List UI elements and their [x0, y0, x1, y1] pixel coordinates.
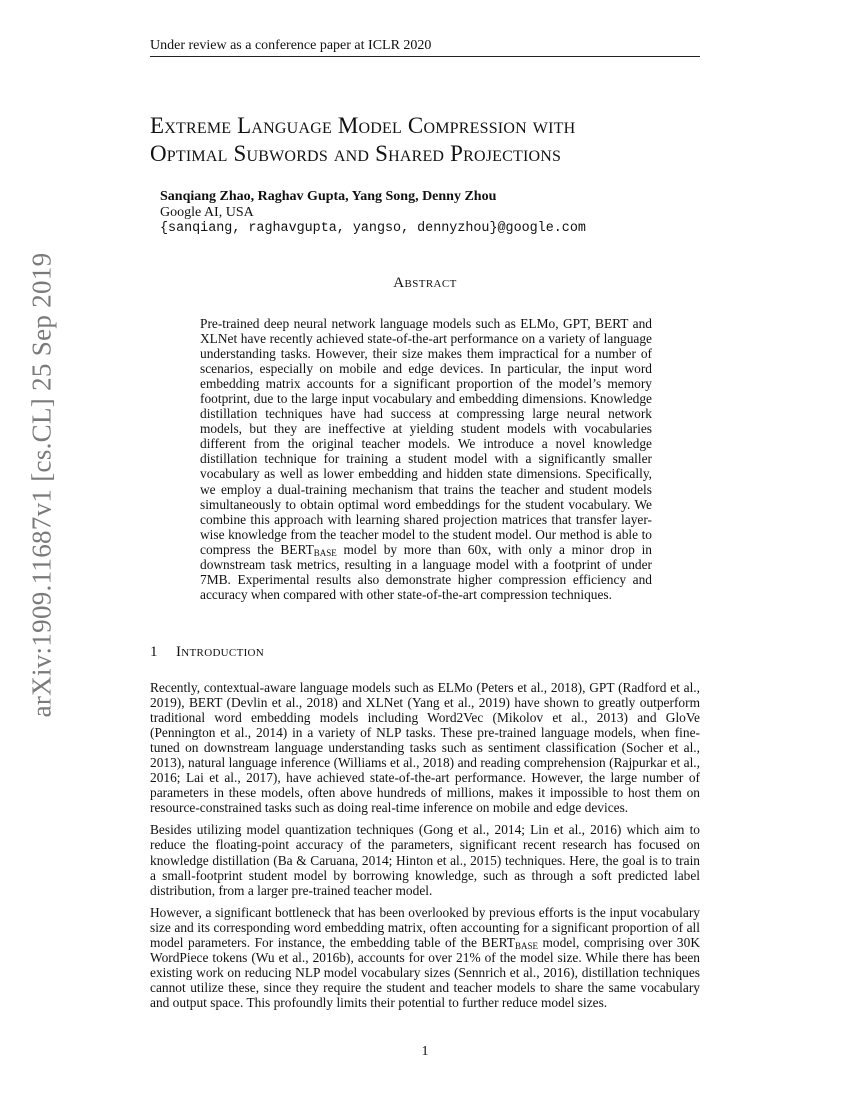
intro-paragraph-2: Besides utilizing model quantization techniques (Gong et al., 2014; Lin et al., 2016) which aim to reduce the floating-point accuracy of the parameters, significant recent research has focused on knowledge distillation (Ba & Caruana, 2014; Hinton et al., 2015) techniques. Here, the goal is to train a small-footprint student model by borrowing knowledge, such as through a soft predicted label distribution, from a larger pre-trained teacher model. — [150, 822, 700, 898]
author-affiliation: Google AI, USA — [160, 205, 254, 220]
section-heading-introduction — [150, 644, 700, 661]
abstract-heading: Abstract — [393, 275, 457, 291]
section-title: Introduction — [176, 644, 265, 660]
intro-subscript: BASE — [514, 940, 538, 951]
intro-paragraph-3 — [150, 905, 700, 1010]
abstract-text-part2: model by more than 60x, with only a minor drop in downstream task metrics, resulting in a language model with a footprint of under 7MB. Experimental results also demonstrate higher compression efficiency and accuracy when compared with other state-of-the-art compression techniques. — [200, 541, 652, 602]
title-line-1: Extreme Language Model Compression with — [150, 113, 576, 138]
abstract-text — [200, 316, 652, 602]
section-number: 1 — [150, 644, 158, 660]
intro-paragraph-3-part1: However, a significant bottleneck that has been overlooked by previous efforts is the input vocabulary size and its corresponding word embedding matrix, often accounting for a significant proportion of all model parameters. For instance, the embedding table of the BERT — [150, 904, 700, 950]
header-rule — [150, 56, 700, 57]
intro-paragraph-1: Recently, contextual-aware language models such as ELMo (Peters et al., 2018), GPT (Radford et al., 2019), BERT (Devlin et al., 2018) and XLNet (Yang et al., 2019) have shown to greatly outperform traditional word embedding models including Word2Vec (Mikolov et al., 2013) and GloVe (Pennington et al., 2014) in a variety of NLP tasks. These pre-trained language models, when fine-tuned on downstream language understanding tasks such as sentiment classification (Socher et al., 2013), natural language inference (Williams et al., 2018) and reading comprehension (Rajpurkar et al., 2016; Lai et al., 2017), have achieved state-of-the-art performance. However, the large number of parameters in these models, often above hundreds of millions, makes it impossible to host them on resource-constrained tasks such as doing real-time inference on mobile and edge devices. — [150, 680, 700, 816]
abstract-subscript: BASE — [313, 547, 337, 558]
author-email: {sanqiang, raghavgupta, yangso, dennyzhou}@google.com — [160, 221, 586, 236]
author-block — [160, 189, 700, 237]
running-header: Under review as a conference paper at ICLR 2020 — [150, 38, 432, 53]
page-number: 1 — [421, 1044, 429, 1059]
intro-paragraph-3-part2: model, comprising over 30K WordPiece tokens (Wu et al., 2016b), accounts for over 21% of the model size. While there has been existing work on reducing NLP model vocabulary sizes (Sennrich et al., 2016), distillation techniques cannot utilize these, since they require the student and teacher models to share the same vocabulary and output space. This profoundly limits their potential to further reduce model sizes. — [150, 934, 700, 1010]
title-line-2: Optimal Subwords and Shared Projections — [150, 141, 562, 166]
paper-title — [150, 112, 710, 168]
abstract-text-part1: Pre-trained deep neural network language models such as ELMo, GPT, BERT and XLNet have recently achieved state-of-the-art performance on a variety of language understanding tasks. However, their size makes them impractical for a number of scenarios, especially on mobile and edge devices. In particular, the input word embedding matrix accounts for a significant proportion of the model’s memory footprint, due to the large input vocabulary and embedding dimensions. Knowledge distillation techniques have had success at compressing large neural network models, but they are ineffective at yielding student models with vocabularies different from the original teacher models. We introduce a novel knowledge distillation technique for training a student model with a significantly smaller vocabulary as well as lower embedding and hidden state dimensions. Specifically, we employ a dual-training mechanism that trains the teacher and student models simultaneously to obtain optimal word embeddings for the student vocabulary. We combine this approach with learning shared projection matrices that transfer layer-wise knowledge from the teacher model to the student model. Our method is able to compress the BERT — [200, 316, 652, 557]
arxiv-stamp: arXiv:1909.11687v1 [cs.CL] 25 Sep 2019 — [26, 252, 57, 718]
author-names: Sanqiang Zhao, Raghav Gupta, Yang Song, Denny Zhou — [160, 189, 497, 204]
introduction-body — [150, 680, 700, 1017]
